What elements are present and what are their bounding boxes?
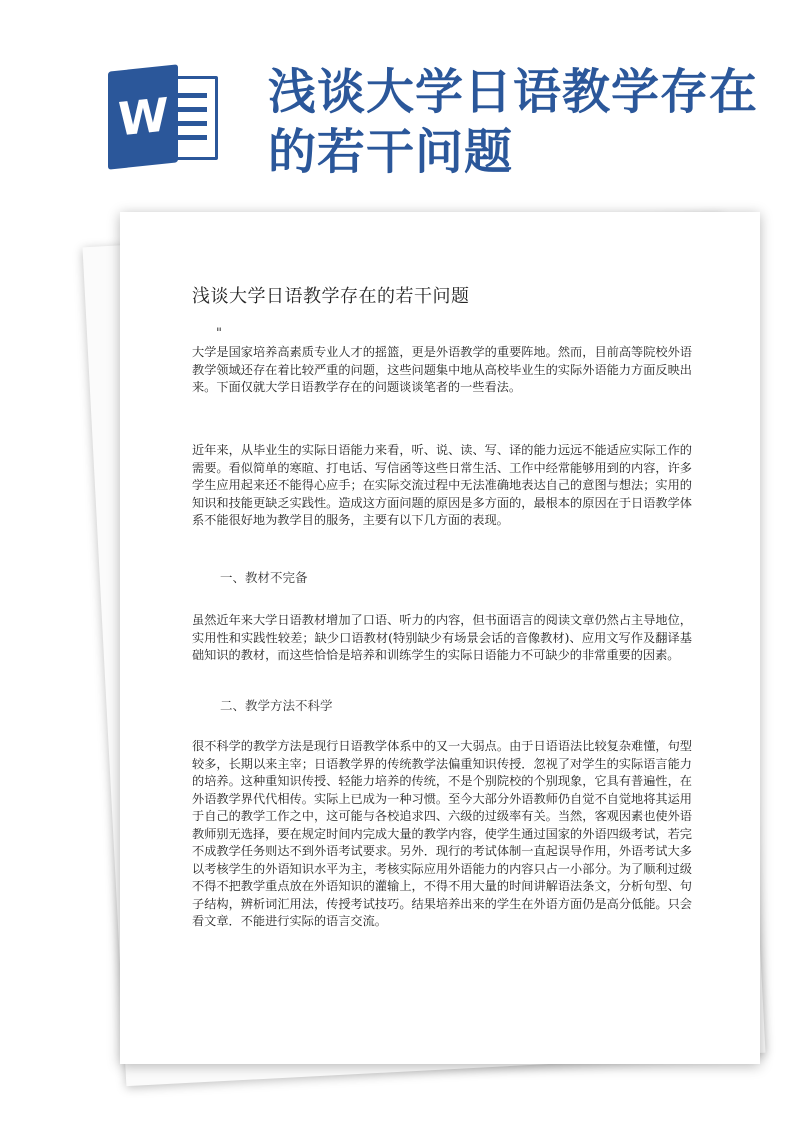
quote-mark: ": [216, 326, 222, 341]
section-heading-methods: 二、教学方法不科学: [220, 698, 333, 713]
paragraph-intro: 大学是国家培养高素质专业人才的摇篮，更是外语教学的重要阵地。然而，目前高等院校外语教学领域还存在着比较严重的问题，这些问题集中地从高校毕业生的实际外语能力方面反映出来。下面仅就大学日语教学存在的问题谈谈笔者的一些看法。: [192, 345, 692, 394]
paragraph-methods: 很不科学的教学方法是现行日语教学体系中的又一大弱点。由于日语语法比较复杂难懂，句型较多，长期以来主宰；日语教学界的传统教学法偏重知识传授．忽视了对学生的实际语言能力的培养。这种重知识传授、轻能力培养的传统，不是个别院校的个别现象，它具有普遍性，在外语教学界代代相传。实际上已成为一种习惯。至今大部分外语教师仍自觉不自觉地将其运用于自己的教学工作之中，这可能与各校追求四、六级的过级率有关。当然，客观因素也使外语教师别无选择，要在规定时间内完成大量的教学内容，使学生通过国家的外语四级考试，若完不成教学任务则达不到外语考试要求。另外．现行的考试体制一直起误导作用，外语考试大多以考核学生的外语知识水平为主，考核实际应用外语能力的内容只占一小部分。为了顺利过级不得不把教学重点放在外语知识的灌输上，不得不用大量的时间讲解语法条文，分析句型、句子结构，辨析词汇用法，传授考试技巧。结果培养出来的学生在外语方面仍是高分低能。只会看文章．不能进行实际的语言交流。: [192, 739, 692, 928]
word-logo-badge: W: [108, 64, 178, 169]
text-line-icon: [173, 121, 207, 126]
text-line-icon: [173, 107, 207, 112]
document-page: [120, 212, 760, 1064]
word-document-icon: [108, 68, 220, 166]
page-title: 浅谈大学日语教学存在的若干问题: [268, 64, 759, 180]
document-title: 浅谈大学日语教学存在的若干问题: [192, 286, 470, 307]
paragraph-overview: 近年来，从毕业生的实际日语能力来看，听、说、读、写、译的能力远远不能适应实际工作的需要。看似简单的寒暄、打电话、写信函等这些日常生活、工作中经常能够用到的内容，许多学生应用起来还不能得心应手；在实际交流过程中无法准确地表达自己的意图与想法；实用的知识和技能更缺乏实践性。造成这方面问题的原因是多方面的，最根本的原因在于日语教学体系不能很好地为教学目的服务，主要有以下几方面的表现。: [192, 443, 692, 527]
paragraph-textbooks: 虽然近年来大学日语教材增加了口语、听力的内容，但书面语言的阅读文章仍然占主导地位，实用性和实践性较差；缺少口语教材(特别缺少有场景会话的音像教材)、应用文写作及翻译基础知识的教材，而这些恰恰是培养和训练学生的实际日语能力不可缺少的非常重要的因素。: [192, 613, 692, 662]
text-line-icon: [173, 93, 207, 98]
section-heading-textbooks: 一、教材不完备: [220, 570, 308, 585]
text-line-icon: [173, 135, 207, 140]
